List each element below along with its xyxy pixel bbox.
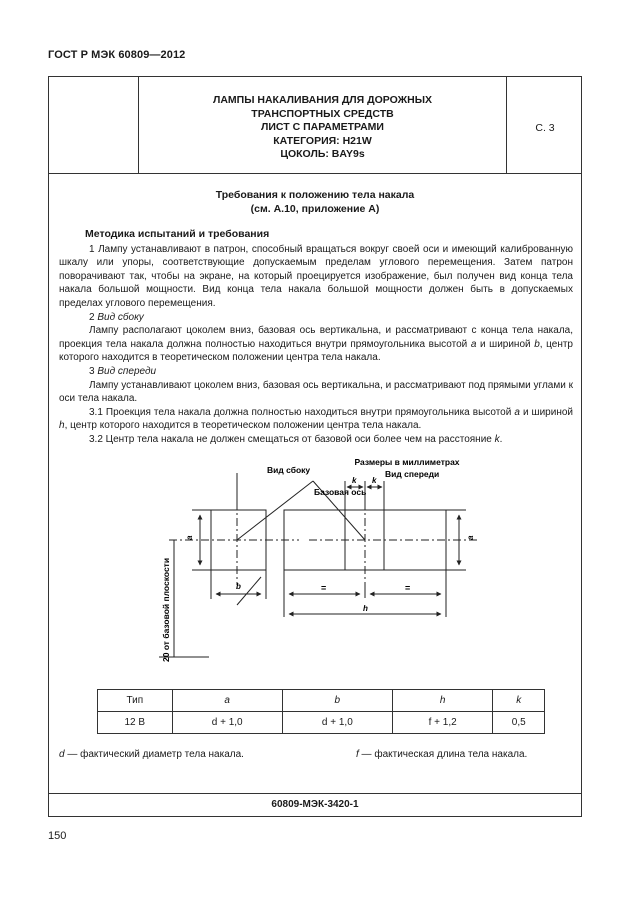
dim-k-right: k — [372, 476, 377, 485]
paragraph-1: 1 Лампу устанавливают в патрон, способный вращаться вокруг своей оси и имеющий калиброванную шкалу или упоры, соответствующие допускаемым пределам углового перемещения. Затем патрон поворачивают так, чтобы на экране, на который проецируется изображение, был получен вид конца тела накала большой мощности. Вид конца тела накала большой мощности должен быть в допускаемых пределах углового перемещения. — [59, 243, 573, 309]
title-left-cell — [49, 77, 139, 173]
side-view-label: Вид сбоку — [267, 465, 311, 475]
title-row — [49, 77, 581, 174]
title-line-5: ЦОКОЛЬ: BAY9s — [280, 148, 365, 160]
header-cell: k — [493, 690, 545, 712]
header-cell: a — [172, 690, 282, 712]
p2-var-b: b — [534, 338, 540, 350]
p31-text-a: 3.1 Проекция тела накала должна полностью находиться внутри прямоугольника высотой — [89, 406, 515, 418]
header-cell: b — [282, 690, 392, 712]
p32-text-end: . — [499, 433, 503, 445]
base-axis-label: Базовая ось — [314, 487, 367, 497]
section-ref: (см. А.10, приложение А) — [250, 203, 380, 215]
dim-a-side: a — [185, 535, 194, 540]
title-line-1: ЛАМПЫ НАКАЛИВАНИЯ ДЛЯ ДОРОЖНЫХ — [212, 94, 433, 106]
paragraph-3: Лампу устанавливают цоколем вниз, базовая ось вертикальна, и рассматривают под прямыми углами к оси тела накала. — [59, 379, 573, 405]
p31-text-b: , центр которого находится в теоретическом положении центра тела накала. — [64, 420, 422, 432]
header-cell: Тип — [98, 690, 173, 712]
table-cell: d + 1,0 — [172, 712, 282, 734]
p2-var-a: a — [470, 338, 477, 350]
p3-num: 3 — [89, 365, 98, 377]
section-title: Требования к положению тела накала — [215, 189, 415, 201]
base-plane-label: 20 от базовой плоскости — [161, 557, 171, 662]
dim-b: b — [236, 582, 241, 591]
paragraph-3-2 — [59, 433, 573, 447]
filament-position-diagram — [149, 457, 489, 677]
sheet-frame — [48, 76, 582, 817]
footer-divider — [49, 793, 581, 794]
title-line-3: ЛИСТ С ПАРАМЕТРАМИ — [261, 121, 384, 133]
paragraph-2-heading — [59, 311, 573, 325]
front-view-label: Вид спереди — [385, 469, 440, 479]
dims-label: Размеры в миллиметрах — [354, 457, 460, 467]
sheet-code: 60809-МЭК-3420-1 — [271, 799, 359, 810]
paragraph-2 — [59, 324, 573, 365]
header-cell: h — [392, 690, 493, 712]
p2-text-b: , центр которого находится в теоретическом положении центра тела накала. — [59, 338, 573, 364]
dim-a-front: a — [466, 535, 475, 540]
title-line-2: ТРАНСПОРТНЫХ СРЕДСТВ — [251, 107, 394, 120]
sheet-number: С. 3 — [535, 122, 555, 134]
method-heading: Методика испытаний и требования — [85, 228, 270, 240]
table-row — [98, 712, 545, 734]
table-cell: 0,5 — [493, 712, 545, 734]
parameters-table — [97, 689, 545, 734]
p2-text-and: и шириной — [476, 338, 535, 350]
dim-h: h — [363, 604, 368, 613]
table-cell: f + 1,2 — [392, 712, 493, 734]
paragraph-3-1 — [59, 406, 573, 433]
note-diameter — [59, 749, 244, 760]
table-header-row — [98, 690, 545, 712]
p2-title: Вид сбоку — [97, 311, 144, 323]
table-cell: 12 В — [98, 712, 173, 734]
dim-k-left: k — [352, 476, 357, 485]
note-var-d: d — [59, 749, 65, 760]
dim-eq-left: = — [321, 583, 327, 593]
requirements-text — [59, 228, 573, 447]
section-title-block — [49, 188, 581, 216]
p2-text-a: Лампу располагают цоколем вниз, базовая ось вертикальна, и рассматривают с конца тела накала, проекция тела накала должна полностью находиться внутри прямоугольника высотой — [59, 325, 573, 350]
note-length — [356, 749, 527, 760]
p31-var-h: h — [59, 420, 65, 432]
p32-var-k: k — [494, 433, 500, 445]
dim-eq-right: = — [405, 583, 411, 593]
note-text-f: — фактическая длина тела накала. — [358, 749, 528, 760]
note-text-d: — фактический диаметр тела накала. — [64, 749, 244, 760]
page-number: 150 — [48, 830, 67, 842]
standard-header: ГОСТ Р МЭК 60809—2012 — [48, 49, 186, 61]
p32-text-a: 3.2 Центр тела накала не должен смещаться от базовой оси более чем на расстояние — [89, 433, 495, 445]
note-var-f: f — [356, 749, 359, 760]
p2-num: 2 — [89, 311, 98, 323]
p3-title: Вид спереди — [97, 365, 157, 377]
title-line-4: КАТЕГОРИЯ: H21W — [273, 134, 372, 147]
p31-text-and: и шириной — [519, 406, 573, 418]
title-block — [139, 77, 507, 173]
p31-var-a: a — [514, 406, 520, 418]
table-cell: d + 1,0 — [282, 712, 392, 734]
paragraph-3-heading — [59, 365, 573, 379]
